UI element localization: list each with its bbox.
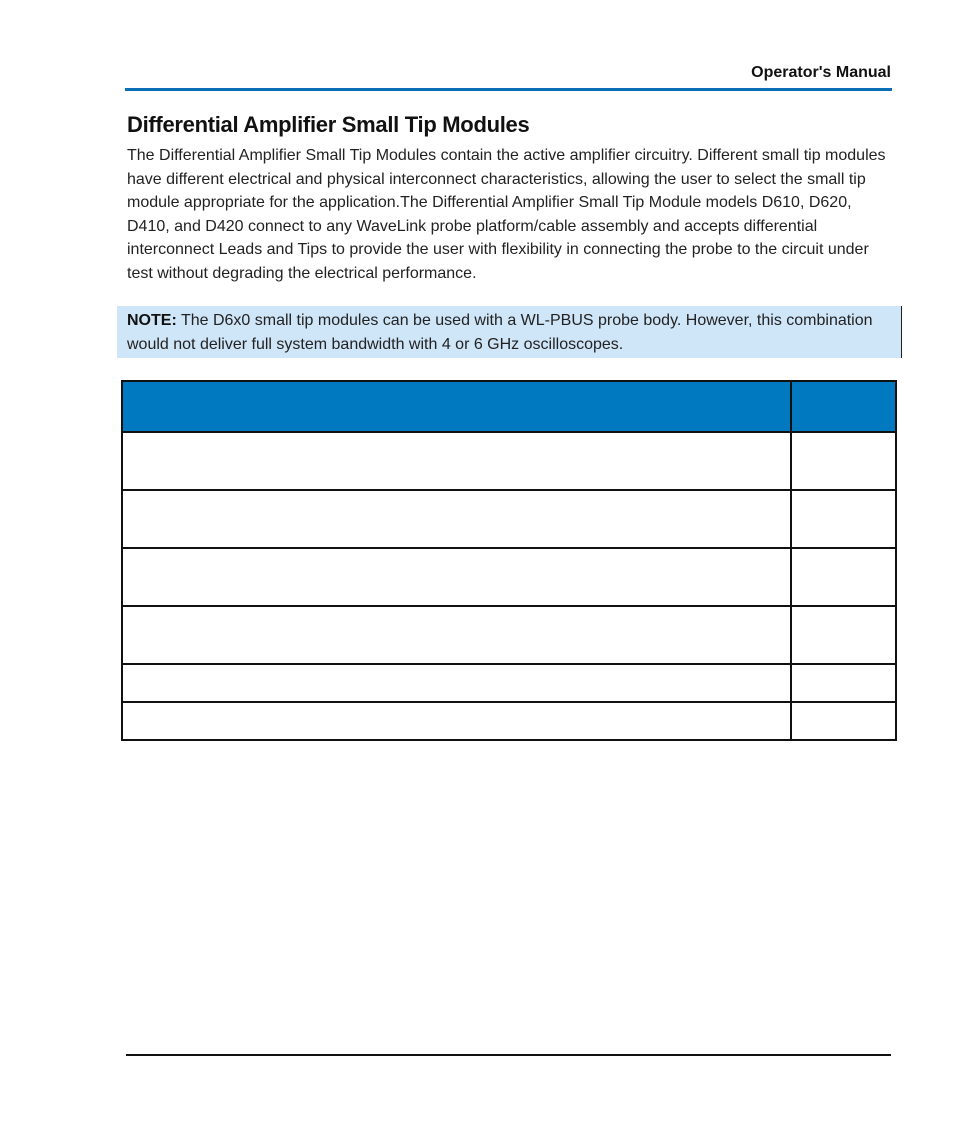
table-cell <box>791 490 896 548</box>
module-table <box>121 380 897 741</box>
table-row <box>122 432 896 490</box>
table-header-row <box>122 381 896 432</box>
table-cell <box>791 606 896 664</box>
table-row <box>122 664 896 702</box>
table-row <box>122 606 896 664</box>
table-row <box>122 490 896 548</box>
table-row <box>122 702 896 740</box>
table-cell <box>791 548 896 606</box>
section-heading: Differential Amplifier Small Tip Modules <box>127 112 530 137</box>
table-cell <box>791 702 896 740</box>
table-row <box>122 548 896 606</box>
note-label: NOTE: <box>127 312 177 329</box>
table-cell <box>122 606 791 664</box>
footer-rule <box>126 1054 891 1056</box>
table-header-cell <box>791 381 896 432</box>
running-header-title: Operator's Manual <box>751 64 891 81</box>
note-text: The D6x0 small tip modules can be used with a WL-PBUS probe body. However, this combination would not deliver full system bandwidth with 4 or 6 GHz oscilloscopes. <box>127 312 873 353</box>
table-cell <box>122 664 791 702</box>
intro-paragraph: The Differential Amplifier Small Tip Modules contain the active amplifier circuitry. Different small tip modules have different electrical and physical interconnect characteristics, allowing the user to select the small tip module appropriate for the application.The Differential Amplifier Small Tip Module models D610, D620, D410, and D420 connect to any WaveLink probe platform/cable assembly and accepts differential interconnect Leads and Tips to provide the user with flexibility in connecting the probe to the circuit under test without degrading the electrical performance. <box>127 147 886 282</box>
table-cell <box>122 490 791 548</box>
table-cell <box>791 664 896 702</box>
table-header-cell <box>122 381 791 432</box>
table-cell <box>122 432 791 490</box>
table-cell <box>122 702 791 740</box>
table-cell <box>122 548 791 606</box>
header-rule <box>125 88 892 91</box>
note-box <box>117 306 902 358</box>
table-cell <box>791 432 896 490</box>
